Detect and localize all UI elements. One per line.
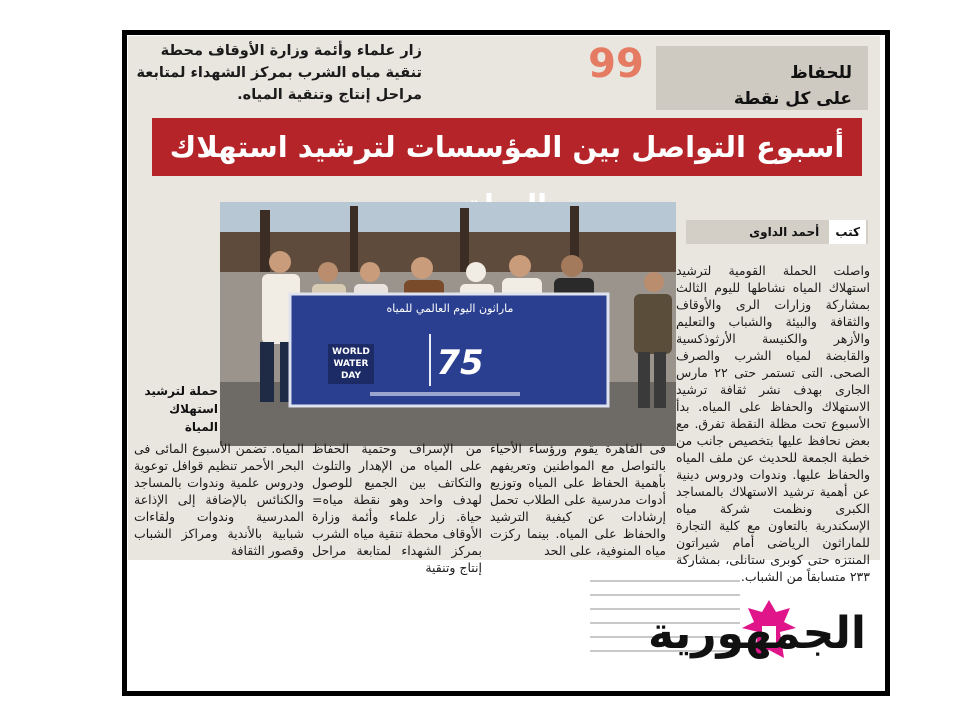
headline: أسبوع التواصل بين المؤسسات لترشيد استهلاك [152,118,862,176]
photo-caption: حملة لترشيد استهلاك المياة [144,384,218,434]
slogan [734,60,852,112]
slogan-line-2: على كل نقطة [733,89,852,109]
article-column-right: واصلت الحملة القومية لترشيد استهلاك المياه نشاطها لليوم الثالث بمشاركة وزارات الرى والأوقاف والثقافة والبيئة والشباب والتعليم والأزهر والكنيسة الأرثوذكسية والقابضة لمياه الشرب والصرف الصحى. التى تستمر حتى ٢٢ مارس الجارى بهدف نشر ثقافة ترشيد الاستهلاك والحفاظ على المياه. بدأ الأسبوع تحت مظلة النقطة تفرق. مع بعض نحافظ عليها بتخصيص جانب من خطبة الجمعة للحديث عن ملف المياه والحفاظ عليها. وندوات ودروس دينية عن أهمية ترشيد الاستهلاك بالمساجد الكبرى ونظمت شركة مياه الإسكندرية بالتعاون مع كلية التجارة للماراثون الرياضى أمام شيراتون المنتزه حتى كوبرى ستانلى، بمشاركة ٢٣٣ متسابقاً من الشباب. [676,263,870,584]
slogan-line-1: للحفاظ [790,63,852,83]
newspaper-clipping [128,36,880,584]
banner-75-text: 75 [436,343,484,383]
newspaper-masthead [648,598,876,668]
masthead-name: الجمهورية [648,608,866,659]
intro-text: زار علماء وأئمة وزارة الأوقاف محطة تنقية مياه الشرب بمركز الشهداء لمتابعة مراحل إنتاج وتنقية المياه. [136,43,422,103]
photo-illustration [220,202,676,446]
banner-day-text: DAY [340,371,362,381]
byline-author: أحمد الداوى [749,225,820,239]
banner-world-text: WORLD [332,347,370,357]
banner-water-text: WATER [333,359,369,369]
article-photo [220,202,676,446]
quote-mark-icon: 99 [588,41,644,87]
article-column-a: المياه. تضمن الأسبوع المائى فى البحر الأحمر تنظيم قوافل توعوية ودروس علمية وندوات بالمساجد والكنائس بالإضافة إلى الإذاعة المدرسية وندوات ولقاءات شبابية بالأندية ومراكز الشباب وقصور الثقافة [134,441,304,558]
article-column-b: من الإسراف وحتمية الحفاظ على المياه من الإهدار والتلوث والتكاتف بين الجميع للوصول لهدف واحد وهو نقطة مياه= حياة. زار علماء وأئمة وزارة الأوقاف محطة تنقية مياه الشرب بمركز الشهداء لمتابعة مراحل إنتاج وتنقية [312,441,482,575]
byline-label: كتب [829,220,866,244]
slogan-box [656,46,868,110]
byline [686,220,868,244]
banner-top-text: ماراثون اليوم العالمي للمياه [386,302,514,315]
article-column-c: فى القاهرة يقوم ورؤساء الأحياء بالتواصل مع المواطنين وتعريفهم بأهمية الحفاظ على المياه وتوزيع أدوات مدرسية على الطلاب تحمل إرشادات عن كيفية الترشيد والحفاظ على المياه. بينما ركزت مياه المنوفية، على الحد [490,441,666,558]
